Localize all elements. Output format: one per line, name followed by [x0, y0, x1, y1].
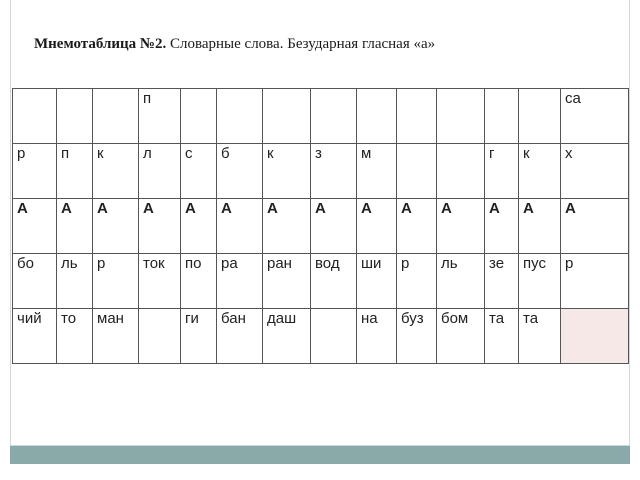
cell-text: с — [185, 145, 193, 162]
cell-text: ги — [185, 310, 199, 327]
table-cell — [311, 199, 357, 254]
cell-text — [13, 89, 56, 90]
cell-text: п — [61, 145, 70, 162]
table-row-syllable-row — [13, 254, 629, 309]
table-cell — [93, 89, 139, 144]
table-cell — [397, 89, 437, 144]
table-cell — [263, 89, 311, 144]
cell-text: б — [221, 145, 230, 162]
cell-text: бом — [441, 310, 469, 327]
table-cell — [357, 309, 397, 364]
table-cell — [437, 309, 485, 364]
cell-text: ль — [441, 255, 458, 272]
table-row-top-letter-row — [13, 89, 629, 144]
cell-text — [93, 89, 138, 90]
cell-text: А — [97, 200, 108, 217]
cell-text — [263, 89, 310, 90]
table-cell — [357, 254, 397, 309]
table-cell — [93, 309, 139, 364]
cell-text: к — [267, 145, 274, 162]
cell-text: А — [523, 200, 534, 217]
table-cell — [181, 199, 217, 254]
cell-text: чий — [17, 310, 42, 327]
table-cell — [357, 89, 397, 144]
table-cell — [485, 199, 519, 254]
cell-text: А — [441, 200, 452, 217]
cell-text: з — [315, 145, 322, 162]
table-cell — [93, 144, 139, 199]
cell-text: ра — [221, 255, 238, 272]
cell-text: г — [489, 145, 495, 162]
table-cell — [561, 199, 629, 254]
cell-text: А — [143, 200, 154, 217]
table-cell — [311, 144, 357, 199]
cell-text: ши — [361, 255, 382, 272]
table-cell — [311, 254, 357, 309]
table-cell — [437, 199, 485, 254]
cell-text: А — [489, 200, 500, 217]
table-cell — [397, 199, 437, 254]
table-cell — [437, 254, 485, 309]
table-cell — [357, 144, 397, 199]
cell-text: л — [143, 145, 152, 162]
table-cell — [263, 144, 311, 199]
cell-text: вод — [315, 255, 340, 272]
table-cell — [561, 89, 629, 144]
cell-text: са — [565, 90, 581, 107]
cell-text — [139, 309, 180, 310]
table-cell — [13, 144, 57, 199]
table-cell — [561, 144, 629, 199]
table-cell — [519, 309, 561, 364]
cell-text: ман — [97, 310, 124, 327]
cell-text — [397, 89, 436, 90]
cell-text — [437, 144, 484, 145]
bottom-bar — [10, 446, 630, 464]
table-cell — [485, 89, 519, 144]
cell-text — [217, 89, 262, 90]
cell-text: п — [143, 90, 152, 107]
table-cell — [181, 144, 217, 199]
table-cell — [485, 254, 519, 309]
table-cell — [57, 254, 93, 309]
table-cell — [139, 89, 181, 144]
cell-text: А — [61, 200, 72, 217]
cell-text: А — [315, 200, 326, 217]
cell-text — [485, 89, 518, 90]
table-cell — [217, 199, 263, 254]
cell-text: по — [185, 255, 202, 272]
table-cell — [519, 89, 561, 144]
table-cell — [561, 309, 629, 364]
table-cell — [263, 309, 311, 364]
table-cell — [57, 199, 93, 254]
cell-text — [311, 309, 356, 310]
cell-text: р — [17, 145, 26, 162]
title-bold: Мнемотаблица №2. — [34, 36, 167, 52]
cell-text: бан — [221, 310, 246, 327]
cell-text: А — [267, 200, 278, 217]
table-cell — [13, 254, 57, 309]
table-cell — [13, 199, 57, 254]
table-cell — [397, 254, 437, 309]
table-cell — [13, 309, 57, 364]
table-cell — [181, 254, 217, 309]
table-row-vowel-row — [13, 199, 629, 254]
cell-text — [57, 89, 92, 90]
table-cell — [485, 144, 519, 199]
cell-text: то — [61, 310, 77, 327]
table-cell — [519, 199, 561, 254]
cell-text — [311, 89, 356, 90]
table-cell — [181, 89, 217, 144]
cell-text: м — [361, 145, 372, 162]
cell-text: А — [401, 200, 412, 217]
mnemonic-table — [12, 88, 629, 364]
table-cell — [57, 89, 93, 144]
table-cell — [263, 254, 311, 309]
table-cell — [139, 309, 181, 364]
table-cell — [217, 89, 263, 144]
cell-text — [519, 89, 560, 90]
cell-text — [561, 309, 628, 310]
cell-text: на — [361, 310, 378, 327]
table-cell — [139, 254, 181, 309]
cell-text: А — [185, 200, 196, 217]
table-cell — [93, 199, 139, 254]
cell-text: ран — [267, 255, 292, 272]
table-cell — [397, 144, 437, 199]
table-cell — [437, 144, 485, 199]
cell-text — [181, 89, 216, 90]
table-cell — [561, 254, 629, 309]
table-cell — [357, 199, 397, 254]
table-cell — [519, 254, 561, 309]
cell-text: к — [523, 145, 530, 162]
cell-text: ль — [61, 255, 78, 272]
table-cell — [217, 144, 263, 199]
table-cell — [485, 309, 519, 364]
cell-text — [437, 89, 484, 90]
cell-text: р — [565, 255, 574, 272]
table-cell — [139, 199, 181, 254]
cell-text: зе — [489, 255, 505, 272]
cell-text: бо — [17, 255, 34, 272]
table-cell — [57, 144, 93, 199]
cell-text: к — [97, 145, 104, 162]
cell-text — [397, 144, 436, 145]
table-row-consonant-row — [13, 144, 629, 199]
cell-text: р — [401, 255, 410, 272]
cell-text: х — [565, 145, 573, 162]
cell-text: та — [523, 310, 539, 327]
cell-text: пус — [523, 255, 546, 272]
table-cell — [181, 309, 217, 364]
cell-text: та — [489, 310, 505, 327]
cell-text: А — [221, 200, 232, 217]
table-cell — [311, 89, 357, 144]
table-cell — [437, 89, 485, 144]
title-rest: Словарные слова. Безударная гласная «а» — [166, 36, 436, 52]
table-row-ending-row — [13, 309, 629, 364]
table-cell — [217, 309, 263, 364]
page-title — [34, 36, 435, 53]
table-cell — [397, 309, 437, 364]
table-cell — [57, 309, 93, 364]
cell-text: А — [17, 200, 28, 217]
table-cell — [217, 254, 263, 309]
table-cell — [93, 254, 139, 309]
cell-text: А — [361, 200, 372, 217]
cell-text: ток — [143, 255, 165, 272]
cell-text: буз — [401, 310, 424, 327]
table-cell — [311, 309, 357, 364]
table-cell — [13, 89, 57, 144]
cell-text: А — [565, 200, 576, 217]
table-cell — [139, 144, 181, 199]
cell-text: даш — [267, 310, 297, 327]
cell-text: р — [97, 255, 106, 272]
table-cell — [519, 144, 561, 199]
cell-text — [357, 89, 396, 90]
table-cell — [263, 199, 311, 254]
